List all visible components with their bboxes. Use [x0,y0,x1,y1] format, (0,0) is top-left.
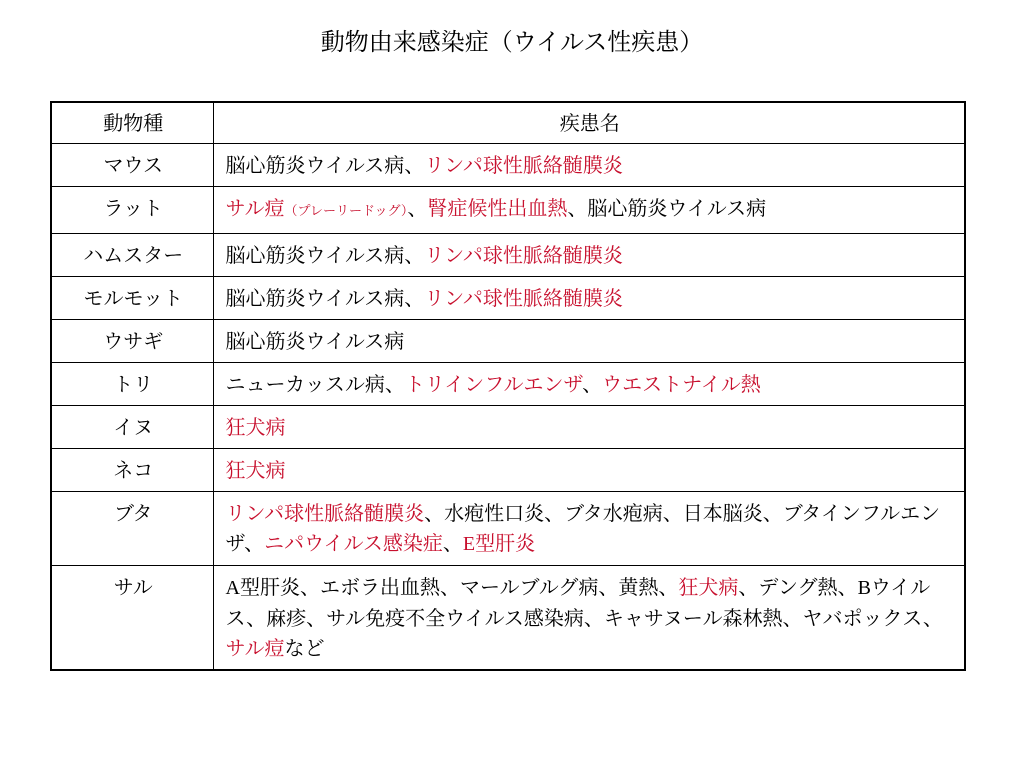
animal-cell: モルモット [51,277,213,320]
disease-name-highlighted: サル痘 [225,636,285,660]
table-row [51,234,965,277]
disease-cell [213,277,965,320]
disease-text: 脳心筋炎ウイルス病、 [225,243,425,267]
disease-name-highlighted: トリインフルエンザ [404,372,583,396]
disease-name-highlighted: リンパ球性脈絡髄膜炎 [225,501,425,525]
disease-name-highlighted: 狂犬病 [225,415,286,439]
disease-text: ニューカッスル病、 [225,372,405,396]
disease-cell [213,566,965,671]
animal-cell: ラット [51,187,213,234]
table-row [51,406,965,449]
disease-table [50,101,966,671]
disease-cell [213,234,965,277]
disease-name-highlighted: リンパ球性脈絡髄膜炎 [424,286,623,310]
header-animal-species: 動物種 [51,102,213,144]
disease-text: A [225,577,240,599]
header-disease-name: 疾患名 [213,102,965,144]
disease-name-highlighted: リンパ球性脈絡髄膜炎 [424,243,623,267]
disease-name-highlighted: 腎症候性出血熱 [427,196,568,220]
disease-text: 型肝炎、エボラ出血熱、マールブルグ病、黄熱、 [239,575,679,599]
disease-name-highlighted: 型肝炎 [475,531,536,555]
animal-cell: イヌ [51,406,213,449]
table-row [51,320,965,363]
disease-cell [213,406,965,449]
disease-cell [213,144,965,187]
disease-text: B [857,577,871,599]
animal-cell: トリ [51,363,213,406]
disease-cell [213,492,965,566]
table-row [51,566,965,671]
disease-cell [213,449,965,492]
animal-cell: ネコ [51,449,213,492]
disease-name-highlighted: E [462,533,476,555]
animal-cell: ハムスター [51,234,213,277]
disease-name-highlighted: 狂犬病 [678,575,739,599]
disease-text: 、 [442,531,463,555]
disease-cell [213,320,965,363]
table-body [51,144,965,671]
disease-text: 脳心筋炎ウイルス病、 [225,153,425,177]
table-header-row [51,102,965,144]
table-row [51,363,965,406]
table-row [51,144,965,187]
animal-cell: マウス [51,144,213,187]
disease-name-highlighted: 狂犬病 [225,458,286,482]
disease-cell [213,187,965,234]
disease-text: など [284,636,325,660]
table-row [51,449,965,492]
disease-name-highlighted: リンパ球性脈絡髄膜炎 [424,153,623,177]
disease-text: 、デング熱、 [738,575,858,599]
disease-text: 、 [582,372,603,396]
table-row [51,187,965,234]
disease-cell [213,363,965,406]
disease-text: 脳心筋炎ウイルス病、 [225,286,425,310]
disease-text: 脳心筋炎ウイルス病 [225,329,405,353]
disease-text: 、 [407,196,428,220]
disease-text: 、水疱性口炎、ブタ水疱病、日本脳炎、ブタインフルエンザ、 [225,501,941,555]
animal-cell: ブタ [51,492,213,566]
table-row [51,277,965,320]
animal-cell: サル [51,566,213,671]
disease-name-highlighted: サル痘 [225,196,285,220]
table-row [51,492,965,566]
page-title: 動物由来感染症（ウイルス性疾患） [320,28,704,56]
disease-name-highlighted: （プレーリードッグ） [284,204,408,219]
disease-text: ウイルス、麻疹、サル免疫不全ウイルス感染病、キャサヌール森林熱、ヤバポックス、 [225,575,943,630]
disease-text: 、脳心筋炎ウイルス病 [567,196,767,220]
disease-name-highlighted: ニパウイルス感染症 [264,531,443,555]
disease-name-highlighted: ウエストナイル熱 [602,372,761,396]
animal-cell: ウサギ [51,320,213,363]
